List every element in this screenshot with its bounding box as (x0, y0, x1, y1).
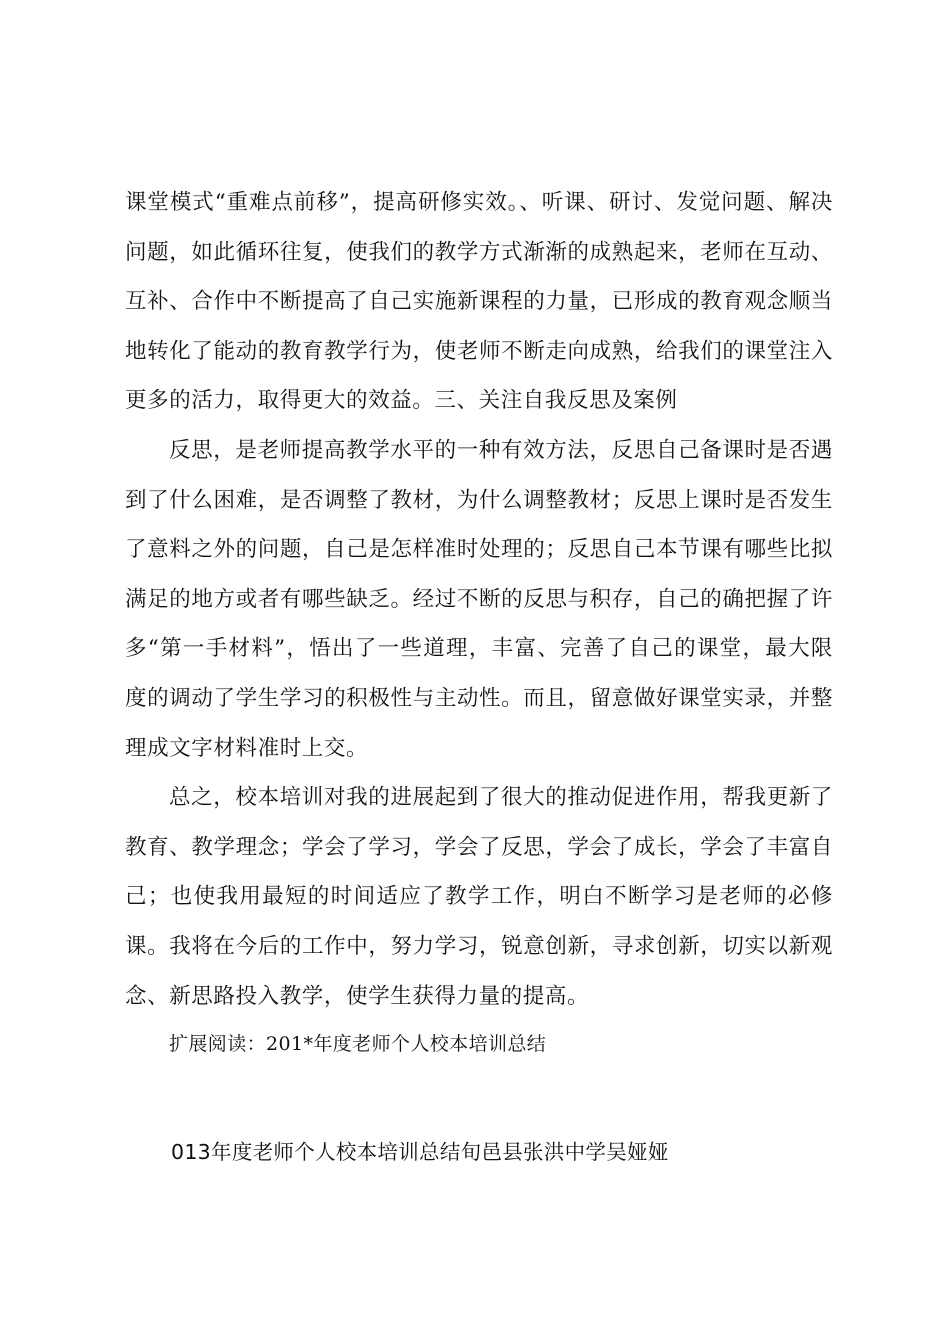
paragraph-conclusion: 总之，校本培训对我的进展起到了很大的推动促进作用，帮我更新了教育、教学理念；学会了学习，学会了反思，学会了成长，学会了丰富自己；也使我用最短的时间适应了教学工作，明白不断学习是老师的必修课。我将在今后的工作中，努力学习，锐意创新，寻求创新，切实以新观念、新思路投入教学，使学生获得力量的提高。 (125, 785, 833, 1009)
paragraph-reflection: 反思，是老师提高教学水平的一种有效方法，反思自己备课时是否遇到了什么困难，是否调整了教材，为什么调整教材；反思上课时是否发生了意料之外的问题，自己是怎样准时处理的；反思自己本节课有哪些比拟满足的地方或者有哪些缺乏。经过不断的反思与积存，自己的确把握了许多“第一手材料”，悟出了一些道理，丰富、完善了自己的课堂，最大限度的调动了学生学习的积极性与主动性。而且，留意做好课堂实录，并整理成文字材料准时上交。 (125, 437, 833, 761)
extended-reading-line: 扩展阅读：201*年度老师个人校本培训总结 (169, 1033, 547, 1055)
paragraph-continuation: 课堂模式“重难点前移”，提高研修实效。、听课、研讨、发觉问题、解决问题，如此循环往复，使我们的教学方式渐渐的成熟起来，老师在互动、互补、合作中不断提高了自己实施新课程的力量，已形成的教育观念顺当地转化了能动的教育教学行为，使老师不断走向成熟，给我们的课堂注入更多的活力，取得更大的效益。三、关注自我反思及案例 (125, 190, 833, 414)
section-subtitle: 013年度老师个人校本培训总结旬邑县张洪中学吴娅娅 (171, 1140, 669, 1164)
body-text (125, 178, 833, 1021)
